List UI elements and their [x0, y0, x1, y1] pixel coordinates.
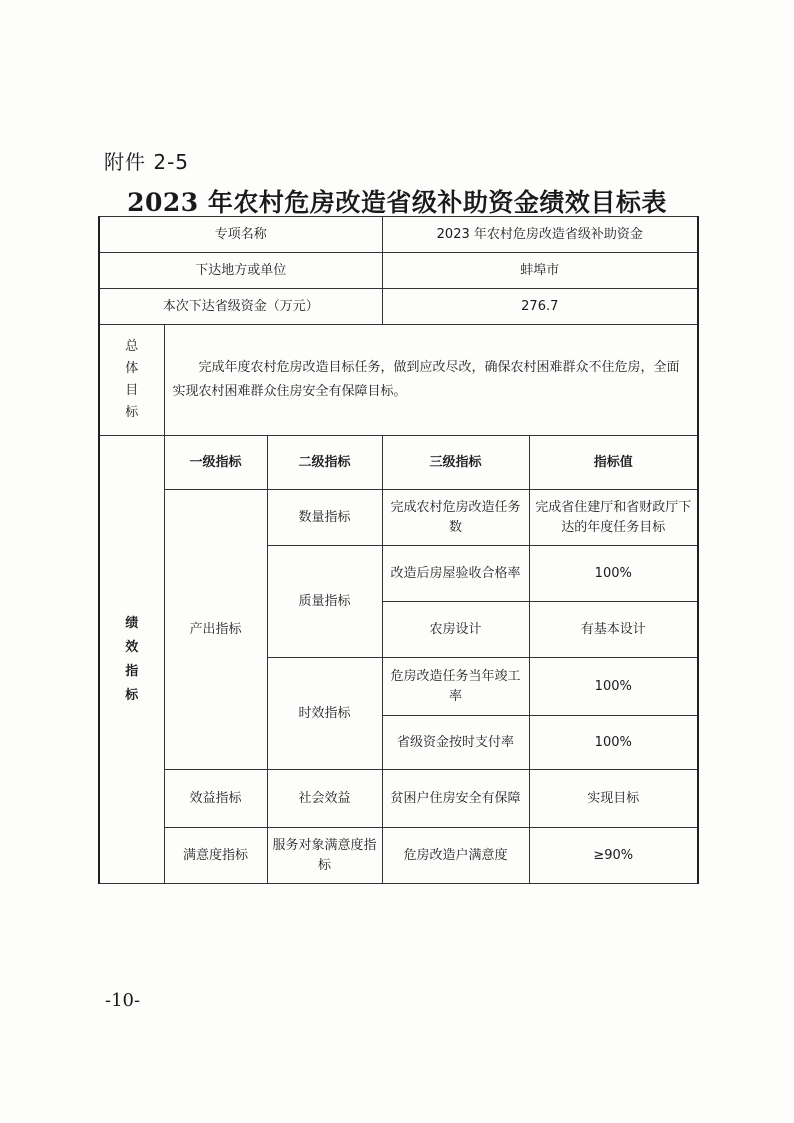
recipient-label: 下达地方或单位: [99, 253, 382, 289]
output-level1: 产出指标: [164, 490, 267, 770]
satisfaction-level1: 满意度指标: [164, 828, 267, 884]
timeliness-row1-value: 100%: [529, 658, 698, 716]
quality-row1-value: 100%: [529, 546, 698, 602]
table-row: [99, 770, 698, 828]
project-name-label: 专项名称: [99, 217, 382, 253]
annex-label: 附件 2-5: [104, 150, 190, 174]
indicators-section-label: [99, 436, 164, 884]
quality-row1-level3: 改造后房屋验收合格率: [382, 546, 529, 602]
table-row: [99, 217, 698, 253]
header-value: 指标值: [529, 436, 698, 490]
satisfaction-level3: 危房改造户满意度: [382, 828, 529, 884]
timeliness-row2-value: 100%: [529, 716, 698, 770]
timeliness-level2: 时效指标: [267, 658, 382, 770]
timeliness-row2-level3: 省级资金按时支付率: [382, 716, 529, 770]
table-row: [99, 436, 698, 490]
satisfaction-value: ≥90%: [529, 828, 698, 884]
page-title: 2023 年农村危房改造省级补助资金绩效目标表: [127, 188, 667, 217]
benefit-level3: 贫困户住房安全有保障: [382, 770, 529, 828]
header-level1: 一级指标: [164, 436, 267, 490]
funds-value: 276.7: [382, 289, 698, 325]
quality-level2: 质量指标: [267, 546, 382, 658]
performance-target-table: [98, 216, 699, 884]
recipient-value: 蚌埠市: [382, 253, 698, 289]
table-row: [99, 490, 698, 546]
header-level2: 二级指标: [267, 436, 382, 490]
quality-row2-value: 有基本设计: [529, 602, 698, 658]
header-level3: 三级指标: [382, 436, 529, 490]
timeliness-row1-level3: 危房改造任务当年竣工率: [382, 658, 529, 716]
benefit-level1: 效益指标: [164, 770, 267, 828]
table-row: [99, 289, 698, 325]
benefit-level2: 社会效益: [267, 770, 382, 828]
overall-goal-label: [99, 325, 164, 436]
project-name-value: 2023 年农村危房改造省级补助资金: [382, 217, 698, 253]
benefit-value: 实现目标: [529, 770, 698, 828]
page-number: -10-: [105, 990, 141, 1011]
quantity-level3: 完成农村危房改造任务数: [382, 490, 529, 546]
quality-row2-level3: 农房设计: [382, 602, 529, 658]
table-row: [99, 828, 698, 884]
table-row: [99, 325, 698, 436]
funds-label: 本次下达省级资金（万元）: [99, 289, 382, 325]
overall-goal-label-text: 总体目标: [125, 339, 139, 420]
satisfaction-level2: 服务对象满意度指标: [267, 828, 382, 884]
quantity-value: 完成省住建厅和省财政厅下达的年度任务目标: [529, 490, 698, 546]
indicators-section-label-text: 绩效指标: [125, 615, 139, 703]
quantity-level2: 数量指标: [267, 490, 382, 546]
table-row: [99, 253, 698, 289]
overall-goal-text: 完成年度农村危房改造目标任务，做到应改尽改，确保农村困难群众不住危房，全面实现农村困难群众住房安全有保障目标。: [164, 325, 698, 436]
